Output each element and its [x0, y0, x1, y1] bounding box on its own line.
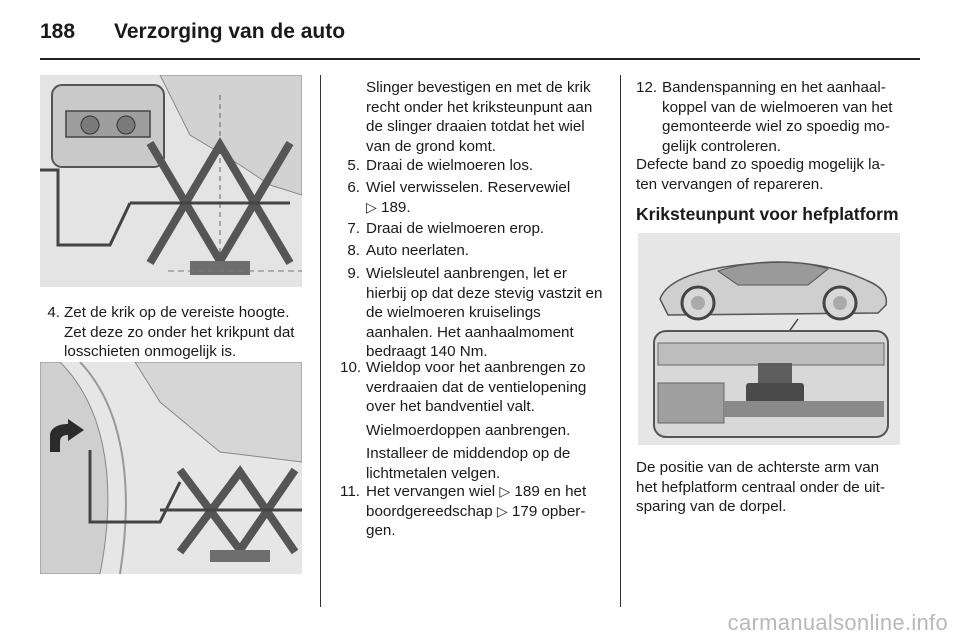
step-10-number: 10. — [340, 359, 362, 376]
page-header — [40, 18, 920, 62]
step-6 — [340, 178, 610, 218]
step-9 — [340, 264, 610, 364]
step-11 — [340, 482, 610, 542]
jack-drawing-top — [40, 75, 302, 287]
step-6-text: Wiel verwisselen. Reservewiel — [366, 179, 571, 196]
step-10-center-cap: Installeer de middendop op de lichtmetalen velgen. — [366, 445, 571, 482]
step-11-ref-a: 189 en het boordgereedschap — [366, 483, 587, 520]
step-11-ref-b: 179 opber-gen. — [366, 502, 586, 539]
step-5-number: 5. — [347, 157, 360, 174]
header-rule — [40, 58, 920, 60]
step-8-number: 8. — [347, 242, 360, 259]
lift-position-paragraph: De positie van de achterste arm van het hefplatform centraal onder de uit-sparing van de dorpel. — [636, 459, 886, 515]
step-12 — [636, 78, 902, 158]
step-4-text: Zet de krik op de vereiste hoogte. Zet deze zo onder het krikpunt dat losschieten onmogelijk is. — [64, 304, 295, 360]
page-reference-arrow-icon: ▷ — [499, 483, 511, 499]
step-7-number: 7. — [347, 220, 360, 237]
step-7-text: Draai de wielmoeren erop. — [366, 220, 545, 237]
step-4-number: 4. — [47, 304, 60, 321]
column-divider-left — [320, 75, 321, 607]
jack-illustration-top — [40, 75, 302, 287]
column-divider-right — [620, 75, 621, 607]
step-11-text: Het vervangen wiel — [366, 483, 496, 500]
step-8-text: Auto neerlaten. — [366, 242, 470, 259]
jack-drawing-bottom — [40, 362, 302, 574]
step-7 — [340, 219, 610, 239]
page-number: 188 — [40, 20, 76, 43]
page-reference-arrow-icon: ▷ — [496, 502, 508, 519]
step-12-text: Bandenspanning en het aanhaal-koppel van de wielmoeren van het gemonteerde wiel zo spoedig mo-gelijk controleren. — [662, 79, 893, 155]
step-6-ref: 189. — [381, 198, 411, 216]
defective-tyre-paragraph: Defecte band zo spoedig mogelijk la-ten vervangen of repareren. — [636, 156, 886, 193]
step-10-wheelnut-caps: Wielmoerdoppen aanbrengen. — [366, 421, 571, 439]
rotation-arrow-icon — [44, 418, 90, 458]
step-6-number: 6. — [347, 179, 360, 196]
car-on-lift-drawing — [638, 233, 900, 445]
step-continuation-text: Slinger bevestigen en met de krik recht onder het kriksteunpunt aan de slinger draaien totdat het wiel van de grond komt. — [366, 79, 593, 155]
step-8 — [340, 241, 610, 261]
step-4 — [44, 303, 306, 363]
step-5-text: Draai de wielmoeren los. — [366, 157, 534, 174]
step-12-number: 12. — [636, 79, 658, 96]
page-reference-arrow-icon: ▷ — [366, 198, 377, 215]
step-5 — [340, 156, 610, 176]
section-heading: Kriksteunpunt voor hefplatform — [636, 204, 899, 224]
step-11-number: 11. — [340, 483, 360, 500]
step-10 — [340, 358, 610, 482]
step-9-text: Wielsleutel aanbrengen, let er hierbij op dat deze stevig vastzit en de wielmoeren kruiselings aanhalen. Het aanhaalmoment bedraagt 140 Nm. — [366, 265, 603, 360]
lift-point-illustration — [638, 233, 900, 445]
step-9-number: 9. — [347, 265, 360, 282]
jack-illustration-bottom — [40, 362, 302, 574]
page-title: Verzorging van de auto — [114, 20, 346, 43]
step-10-text: Wieldop voor het aanbrengen zo verdraaien dat de ventielopening over het bandventiel valt. — [366, 359, 587, 415]
watermark: carmanualsonline.info — [727, 610, 948, 635]
